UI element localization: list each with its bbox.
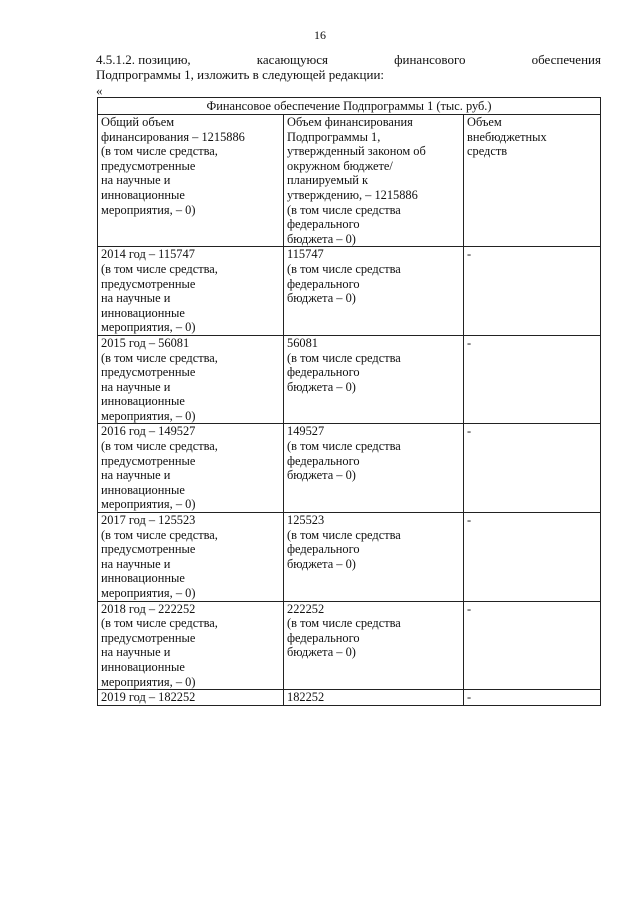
cell-line: 2015 год – 56081 <box>101 335 190 350</box>
cell-line: инновационные <box>101 305 185 320</box>
cell-line: 115747 <box>287 247 324 262</box>
cell-line: 222252 <box>287 601 325 616</box>
cell-line: 182252 <box>287 690 325 705</box>
page-number: 16 <box>314 28 326 42</box>
cell-line: (в том числе средства, <box>101 616 218 631</box>
year-total-cell <box>98 424 284 513</box>
table-caption: Финансовое обеспечение Подпрограммы 1 (тыс. руб.) <box>98 98 601 115</box>
cell-line: 125523 <box>287 513 325 528</box>
cell-line: на научные и <box>101 645 171 660</box>
cell-line: 149527 <box>287 424 325 439</box>
table-row <box>98 424 601 513</box>
cell-line: инновационные <box>101 187 185 202</box>
table-row <box>98 247 601 336</box>
cell-line: 2019 год – 182252 <box>101 690 196 705</box>
table-row <box>98 335 601 424</box>
cell-line: (в том числе средства <box>287 202 401 217</box>
cell-line: бюджета – 0) <box>287 291 356 306</box>
cell-line: (в том числе средства <box>287 350 401 365</box>
cell-line: Объем <box>467 115 502 129</box>
intro-word: финансового <box>394 52 466 67</box>
year-budget-cell <box>284 601 464 690</box>
cell-line: предусмотренные <box>101 276 196 291</box>
extrabudget-cell: - <box>464 513 601 602</box>
cell-line: бюджета – 0) <box>287 645 356 660</box>
year-budget-cell <box>284 247 464 336</box>
cell-line: мероприятия, – 0) <box>101 586 196 600</box>
cell-line: инновационные <box>101 482 185 497</box>
cell-line: 2017 год – 125523 <box>101 513 196 528</box>
cell-line: мероприятия, – 0) <box>101 674 196 689</box>
cell-line: предусмотренные <box>101 365 196 380</box>
cell-line: мероприятия, – 0) <box>101 320 196 335</box>
cell-line: средств <box>467 144 508 159</box>
cell-line: на научные и <box>101 379 171 394</box>
cell-line: (в том числе средства, <box>101 350 218 365</box>
cell-line: на научные и <box>101 291 171 306</box>
cell-line: федерального <box>287 542 360 557</box>
cell-line: (в том числе средства, <box>101 527 218 542</box>
cell-line: мероприятия, – 0) <box>101 497 196 512</box>
intro-paragraph <box>96 52 601 82</box>
cell-line: бюджета – 0) <box>287 231 356 246</box>
cell-line: (в том числе средства, <box>101 439 218 454</box>
cell-line: утверждению, – 1215886 <box>287 187 418 202</box>
table-body <box>98 115 601 706</box>
year-total-cell <box>98 690 284 706</box>
cell-line: (в том числе средства <box>287 439 401 454</box>
cell-line: инновационные <box>101 659 185 674</box>
year-budget-cell <box>284 513 464 602</box>
cell-line: планируемый к <box>287 173 369 188</box>
cell-line: инновационные <box>101 394 185 409</box>
cell-line: бюджета – 0) <box>287 556 356 571</box>
intro-word: 4.5.1.2. позицию, <box>96 52 191 67</box>
cell-line: утвержденный законом об <box>287 144 426 159</box>
cell-line: (в том числе средства <box>287 261 401 276</box>
year-total-cell <box>98 335 284 424</box>
cell-line: бюджета – 0) <box>287 379 356 394</box>
cell-line: финансирования – 1215886 <box>101 129 245 144</box>
cell-line: Подпрограммы 1, <box>287 129 381 144</box>
cell-line: предусмотренные <box>101 158 196 173</box>
year-budget-cell <box>284 335 464 424</box>
year-total-cell <box>98 601 284 690</box>
year-budget-cell <box>284 690 464 706</box>
extrabudget-cell: - <box>464 247 601 336</box>
cell-line: 2014 год – 115747 <box>101 247 195 262</box>
cell-line: федерального <box>287 276 360 291</box>
cell-line: федерального <box>287 453 360 468</box>
table-row <box>98 601 601 690</box>
extrabudget-cell: - <box>464 690 601 706</box>
cell-line: инновационные <box>101 571 185 586</box>
table-row <box>98 690 601 706</box>
intro-line-2: Подпрограммы 1, изложить в следующей редакции: <box>96 67 385 82</box>
cell-line: Общий объем <box>101 115 175 129</box>
cell-line: окружном бюджете/ <box>287 158 393 173</box>
cell-line: федерального <box>287 365 360 380</box>
cell-line: (в том числе средства <box>287 616 401 631</box>
year-total-cell <box>98 513 284 602</box>
cell-line: внебюджетных <box>467 129 547 144</box>
cell-line: на научные и <box>101 556 171 571</box>
cell-line: (в том числе средства <box>287 527 401 542</box>
cell-line: Объем финансирования <box>287 115 413 129</box>
cell-line: федерального <box>287 217 360 232</box>
cell-line: 56081 <box>287 335 318 350</box>
financing-table <box>97 97 601 706</box>
header-total-cell <box>98 115 284 247</box>
extrabudget-cell: - <box>464 335 601 424</box>
cell-line: бюджета – 0) <box>287 468 356 483</box>
intro-line-1 <box>96 52 601 67</box>
intro-word: касающуюся <box>256 52 329 67</box>
cell-line: предусмотренные <box>101 542 196 557</box>
table-header-row <box>98 115 601 247</box>
table-row <box>98 513 601 602</box>
cell-line: предусмотренные <box>101 453 196 468</box>
cell-line: 2018 год – 222252 <box>101 601 196 616</box>
year-budget-cell <box>284 424 464 513</box>
cell-line: мероприятия, – 0) <box>101 408 196 423</box>
intro-word: обеспечения <box>531 52 601 67</box>
year-total-cell <box>98 247 284 336</box>
cell-line: предусмотренные <box>101 630 196 645</box>
cell-line: на научные и <box>101 173 171 188</box>
header-budget-cell <box>284 115 464 247</box>
header-extra-cell <box>464 115 601 247</box>
cell-line: на научные и <box>101 468 171 483</box>
cell-line: (в том числе средства, <box>101 261 218 276</box>
cell-line: мероприятия, – 0) <box>101 202 196 217</box>
extrabudget-cell: - <box>464 424 601 513</box>
extrabudget-cell: - <box>464 601 601 690</box>
cell-line: федерального <box>287 630 360 645</box>
opening-quote: « <box>96 83 103 98</box>
cell-line: 2016 год – 149527 <box>101 424 196 439</box>
cell-line: (в том числе средства, <box>101 144 218 159</box>
